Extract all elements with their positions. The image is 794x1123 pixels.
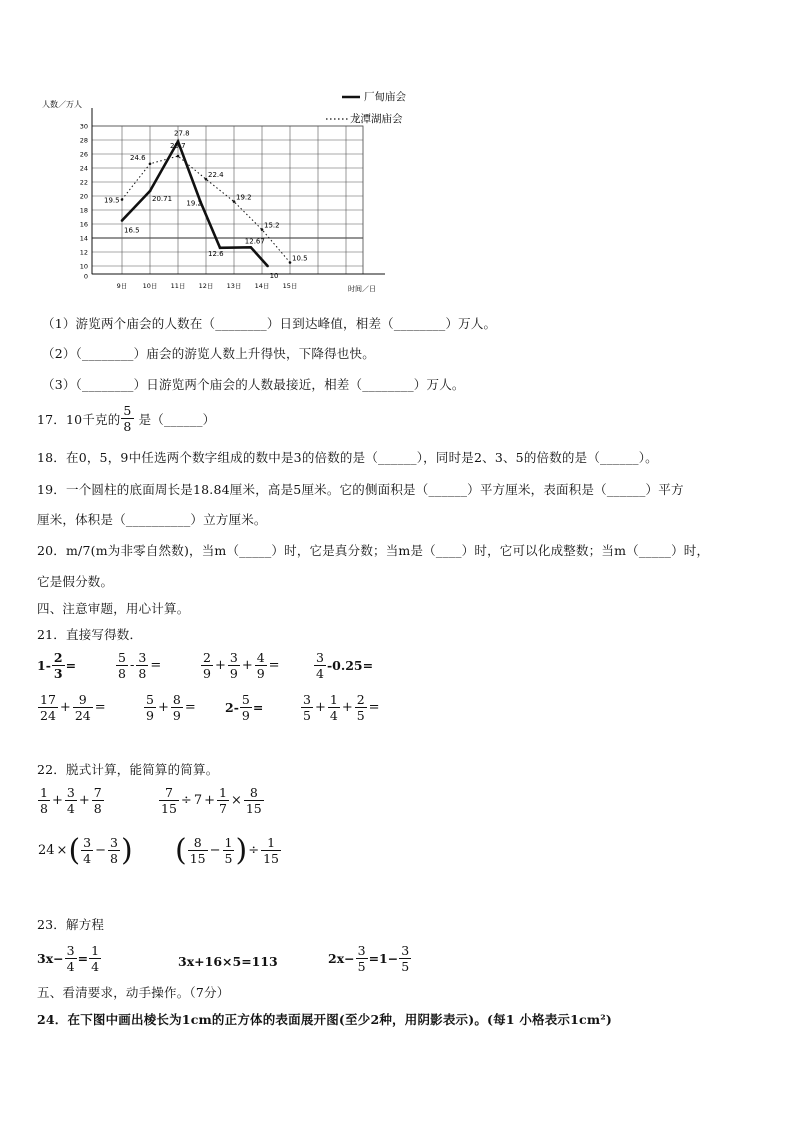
data-label: 15.2 (264, 221, 280, 230)
q18: 18．在0，5，9中任选两个数字组成的数中是3的倍数的是（______），同时是2、3、5的倍数的是（______）。 (37, 450, 658, 465)
num: 2 (356, 692, 365, 707)
op: =1− (368, 951, 399, 966)
y-tick-label: 28 (79, 136, 88, 145)
q22-expr-4 (175, 832, 282, 868)
data-point (205, 178, 208, 181)
q21-expr-8 (300, 692, 381, 723)
op: × (230, 793, 242, 808)
data-label: 12.6 (208, 249, 224, 258)
data-point (219, 247, 222, 250)
num: 3 (66, 785, 75, 800)
num: 1 (329, 692, 338, 707)
q17-text-b: 是（______） (138, 411, 216, 427)
op: + (241, 658, 253, 673)
op: = (65, 658, 77, 673)
y-tick-label: 22 (79, 178, 88, 187)
paren: ) (235, 832, 248, 868)
q17-den: 8 (123, 419, 132, 434)
den: 24 (74, 708, 91, 723)
op: - (233, 700, 239, 715)
q21-title: 21．直接写得数． (37, 627, 143, 642)
num: 3 (229, 650, 238, 665)
data-label: 20.71 (152, 195, 173, 204)
q20-line1: 20．m/7(m为非零自然数)，当m（_____）时，它是真分数；当m是（____）时，它可以化成整数；当m（_____）时， (37, 543, 710, 558)
num: 7 (93, 785, 102, 800)
den: 4 (66, 959, 75, 974)
den: 9 (241, 708, 250, 723)
den: 8 (138, 666, 147, 681)
paren: ( (68, 832, 81, 868)
den: 4 (83, 851, 92, 866)
q17 (37, 403, 215, 434)
legend-series-2: 龙潭湖庙会 (350, 113, 403, 125)
y-tick-label: 14 (79, 234, 88, 243)
den: 4 (316, 666, 324, 681)
data-point (261, 228, 264, 231)
x-tick-label: 15日 (282, 282, 298, 290)
op: + (51, 793, 63, 808)
den: 15 (245, 801, 262, 816)
num: 7 (164, 785, 173, 800)
data-label: 27.8 (174, 129, 190, 138)
q22-expr-1 (37, 785, 105, 816)
num: 8 (172, 692, 181, 707)
line-chart (30, 80, 430, 302)
num: 8 (249, 785, 258, 800)
den: 8 (40, 801, 48, 816)
data-label: 24.6 (130, 153, 146, 162)
q23-title: 23．解方程 (37, 917, 105, 932)
q24: 24．在下图中画出棱长为1cm的正方体的表面展开图(至少2种，用阴影表示)。(每1 小格表示1cm²) (37, 1012, 613, 1027)
data-point (121, 198, 124, 201)
den: 24 (40, 708, 56, 723)
num: 1 (224, 835, 233, 850)
x-tick-label: 14日 (254, 282, 270, 290)
q21-expr-5 (37, 692, 107, 723)
data-point (250, 246, 253, 249)
op: = (77, 951, 89, 966)
data-point (289, 261, 292, 264)
q22-expr-2 (158, 785, 265, 816)
q21-expr-3 (200, 650, 281, 681)
num: 4 (256, 650, 265, 665)
op: = (252, 700, 264, 715)
x-tick-label: 10日 (142, 282, 158, 290)
q17-text-a: 17．10千克的 (37, 411, 121, 427)
num: 1 (267, 835, 276, 850)
num: 5 (146, 692, 154, 707)
data-label: 12.67 (244, 237, 265, 246)
q22-expr-3 (37, 832, 133, 868)
den: 5 (357, 959, 366, 974)
y-tick-label: 20 (79, 192, 88, 201)
den: 9 (256, 666, 265, 681)
data-label: 10 (269, 272, 279, 280)
q16-part1: （1）游览两个庙会的人数在（________）日到达峰值，相差（________）万人。 (42, 316, 497, 331)
x-tick-label: 12日 (198, 282, 214, 290)
num: 1 (91, 943, 100, 958)
section-5-title: 五、看清要求，动手操作。（7分） (37, 985, 230, 1000)
x-tick-label: 11日 (170, 282, 186, 290)
op: + (214, 658, 226, 673)
plot-area (80, 108, 385, 290)
y-tick-label: 26 (79, 150, 88, 159)
data-label: 16.5 (124, 226, 140, 235)
section-4-title: 四、注意审题，用心计算。 (37, 601, 190, 616)
x-axis-label: 时间／日 (348, 285, 376, 293)
num: 8 (193, 835, 202, 850)
x-tick-label: 9日 (116, 282, 128, 290)
data-point (266, 265, 269, 268)
y-tick-label: 10 (79, 262, 88, 271)
den: 5 (401, 959, 410, 974)
data-label: 10.5 (292, 254, 308, 263)
op: = (184, 700, 196, 715)
data-point (177, 155, 180, 158)
legend-series-1: 厂甸庙会 (364, 91, 406, 103)
q19-line1: 19．一个圆柱的底面周长是18.84厘米，高是5厘米。它的侧面积是（______）平方厘米，表面积是（______）平方 (37, 482, 684, 497)
num: 2 (203, 650, 211, 665)
num: 2 (53, 650, 63, 665)
q21-expr-1 (37, 650, 76, 681)
num: 5 (241, 692, 250, 707)
op: = (368, 700, 380, 715)
num: 3 (303, 692, 311, 707)
den: 15 (189, 851, 206, 866)
op: × (56, 843, 68, 858)
q21-expr-7 (225, 692, 263, 723)
den: 5 (356, 708, 365, 723)
den: 7 (219, 801, 227, 816)
num: 17 (40, 692, 56, 707)
num: 3 (110, 835, 118, 850)
op: - (45, 658, 51, 673)
num: 5 (118, 650, 126, 665)
num: 1 (219, 785, 227, 800)
q19-line2: 厘米，体积是（__________）立方厘米。 (37, 512, 267, 527)
den: 4 (329, 708, 338, 723)
op: = (150, 658, 162, 673)
den: 9 (146, 708, 154, 723)
den: 5 (303, 708, 311, 723)
data-point (149, 163, 152, 166)
den: 8 (110, 851, 118, 866)
op: 3x− (37, 951, 64, 966)
num: 3 (83, 835, 92, 850)
q23-eq-3 (328, 943, 412, 974)
q21-expr-6 (143, 692, 197, 723)
den: 15 (161, 801, 177, 816)
op: + (78, 793, 90, 808)
den: 9 (172, 708, 181, 723)
num: 1 (40, 785, 48, 800)
op: + (341, 700, 353, 715)
num: 3 (357, 943, 366, 958)
op: -0.25= (326, 658, 374, 673)
op: = (268, 658, 280, 673)
den: 9 (203, 666, 211, 681)
legend (326, 90, 406, 125)
data-point (121, 219, 124, 222)
num: 2 (225, 700, 234, 715)
op: ÷ (180, 793, 192, 808)
num: 24 (38, 843, 55, 858)
data-point (149, 190, 152, 193)
q17-fraction (121, 403, 133, 434)
paren: ( (175, 832, 187, 868)
op: − (95, 843, 107, 858)
den: 8 (93, 801, 102, 816)
q17-num: 5 (123, 403, 132, 418)
num: 3 (66, 943, 75, 958)
q22-title: 22．脱式计算，能简算的简算。 (37, 762, 219, 777)
q20-line2: 它是假分数。 (37, 574, 114, 589)
den: 4 (66, 801, 75, 816)
y-tick-label: 16 (79, 220, 88, 229)
x-tick-label: 13日 (226, 282, 242, 290)
den: 3 (53, 666, 63, 681)
op: − (209, 843, 221, 858)
y-tick-label: 0 (83, 272, 88, 281)
y-tick-label: 18 (79, 206, 88, 215)
op: 2x− (328, 951, 355, 966)
num: 3 (138, 650, 147, 665)
op: - (129, 658, 135, 673)
data-label: 19.2 (186, 199, 202, 208)
op: + (59, 700, 71, 715)
op: ÷ (248, 843, 260, 858)
num: 1 (37, 658, 46, 673)
den: 15 (263, 851, 280, 866)
op: = (94, 700, 106, 715)
den: 8 (118, 666, 126, 681)
num: 9 (78, 692, 87, 707)
den: 9 (229, 666, 238, 681)
op: + (204, 793, 215, 808)
num: 3 (316, 650, 324, 665)
y-tick-label: 30 (79, 122, 88, 131)
num: 7 (193, 793, 203, 808)
q21-expr-2 (115, 650, 162, 681)
num: 3 (401, 943, 410, 958)
data-label: 22.4 (208, 171, 224, 180)
q21-expr-4 (313, 650, 373, 681)
y-axis-label: 人数／万人 (42, 100, 82, 109)
den: 5 (224, 851, 233, 866)
y-tick-label: 24 (79, 164, 88, 173)
q23-eq-2: 3x+16×5=113 (178, 954, 278, 969)
op: + (157, 700, 169, 715)
q23-eq-1 (37, 943, 102, 974)
den: 4 (91, 959, 100, 974)
q16-part3: （3）（________）日游览两个庙会的人数最接近，相差（________）万人。 (42, 377, 465, 392)
data-label: 19.5 (104, 196, 120, 205)
op: + (314, 700, 326, 715)
data-label: 19.2 (236, 193, 252, 202)
paren: ) (120, 832, 133, 868)
q16-part2: （2）（________）庙会的游览人数上升得快，下降得也快。 (42, 346, 375, 361)
data-point (233, 200, 236, 203)
data-label: 25.7 (170, 142, 186, 151)
y-tick-label: 12 (79, 248, 88, 257)
